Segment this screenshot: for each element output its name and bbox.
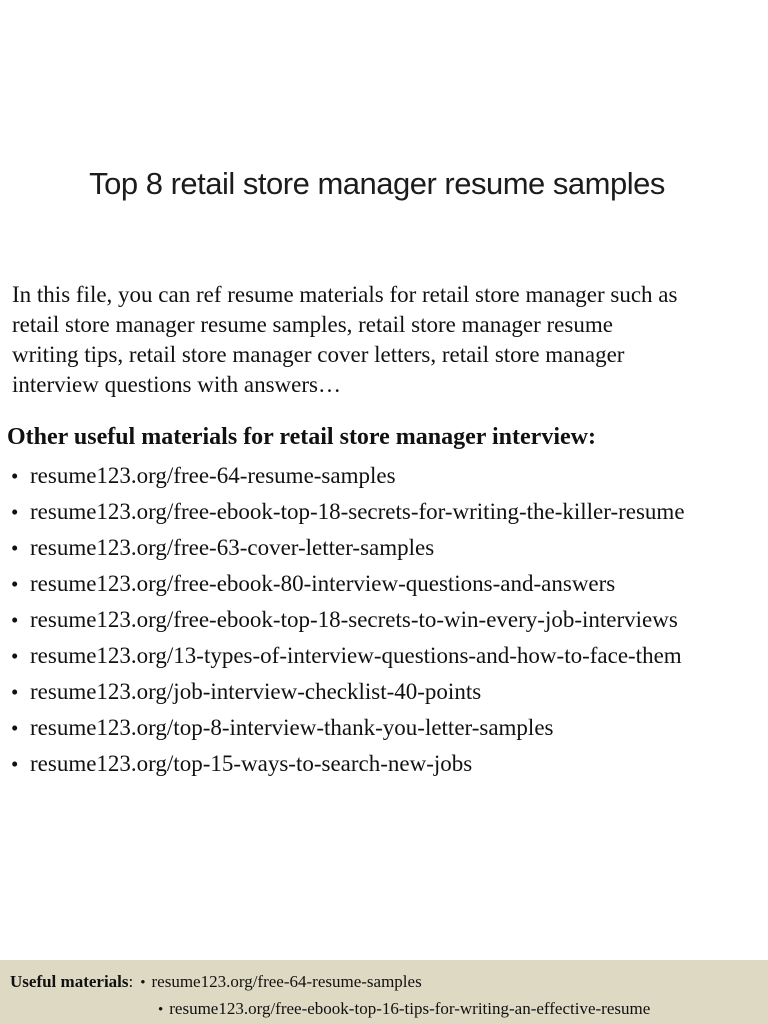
link-text: resume123.org/top-8-interview-thank-you-letter-samples	[30, 715, 554, 740]
list-item	[11, 566, 768, 602]
footer-separator: :	[128, 972, 134, 991]
list-item	[11, 530, 768, 566]
bullet-icon: •	[11, 608, 19, 632]
bullet-icon: •	[11, 644, 19, 668]
bullet-icon: •	[11, 536, 19, 560]
bullet-icon: •	[11, 500, 19, 524]
page-title: Top 8 retail store manager resume samples	[89, 166, 665, 201]
footer-label: Useful materials	[10, 972, 129, 991]
paragraph-line: writing tips, retail store manager cover letters, retail store manager	[12, 342, 625, 367]
bullet-icon: •	[140, 975, 146, 991]
bullet-icon: •	[11, 680, 19, 704]
link-text: resume123.org/free-64-resume-samples	[30, 463, 396, 488]
list-item	[11, 746, 768, 782]
link-text: resume123.org/13-types-of-interview-questions-and-how-to-face-them	[30, 643, 682, 668]
bullet-icon: •	[158, 1002, 164, 1018]
intro-paragraph	[12, 280, 762, 400]
paragraph-line: retail store manager resume samples, retail store manager resume	[12, 312, 613, 337]
footer-bar	[0, 960, 768, 1024]
link-text: resume123.org/free-ebook-top-18-secrets-for-writing-the-killer-resume	[30, 499, 685, 524]
section-heading: Other useful materials for retail store manager interview:	[7, 424, 596, 450]
footer-link-text: resume123.org/free-64-resume-samples	[151, 972, 422, 991]
list-item	[11, 674, 768, 710]
link-text: resume123.org/free-63-cover-letter-samples	[30, 535, 435, 560]
bullet-list	[11, 458, 768, 782]
paragraph-line: In this file, you can ref resume materials for retail store manager such as	[12, 282, 678, 307]
link-text: resume123.org/job-interview-checklist-40-points	[30, 679, 482, 704]
list-item	[11, 458, 768, 494]
footer-line	[0, 996, 768, 1023]
footer-line	[0, 960, 768, 996]
bullet-icon: •	[11, 572, 19, 596]
link-text: resume123.org/free-ebook-top-18-secrets-to-win-every-job-interviews	[30, 607, 678, 632]
footer-link-text: resume123.org/free-ebook-top-16-tips-for-writing-an-effective-resume	[169, 999, 651, 1018]
link-text: resume123.org/top-15-ways-to-search-new-jobs	[30, 751, 473, 776]
list-item	[11, 638, 768, 674]
paragraph-line: interview questions with answers…	[12, 372, 341, 397]
bullet-icon: •	[11, 752, 19, 776]
list-item	[11, 494, 768, 530]
bullet-icon: •	[11, 716, 19, 740]
list-item	[11, 602, 768, 638]
list-item	[11, 710, 768, 746]
bullet-icon: •	[11, 464, 19, 488]
link-text: resume123.org/free-ebook-80-interview-questions-and-answers	[30, 571, 616, 596]
